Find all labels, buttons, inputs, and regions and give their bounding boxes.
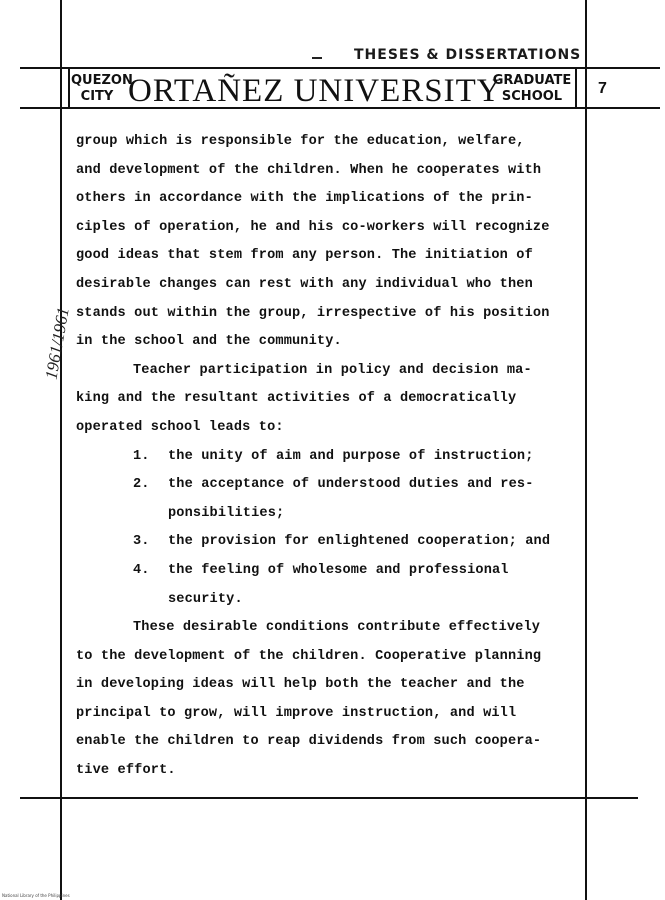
text-line: and development of the children. When he cooperates with [76,162,542,178]
list-item-continuation: security. [168,591,243,607]
text-line: to the development of the children. Cooperative planning [76,648,542,664]
list-item [76,443,576,472]
text-line: principal to grow, will improve instruction, and will [76,705,517,721]
text-line: stands out within the group, irrespective of his position [76,305,550,321]
paragraph-1 [76,128,576,357]
paragraph-3 [76,614,576,786]
text-line: in developing ideas will help both the teacher and the [76,677,525,693]
numbered-list [76,443,576,615]
university-name: ORTAÑEZ UNIVERSITY [128,73,502,109]
text-line: in the school and the community. [76,334,342,350]
header-box-left [68,67,70,109]
list-text: the provision for enlightened cooperation; and [168,534,551,550]
list-item [76,557,576,586]
list-item [76,471,576,500]
text-line: desirable changes can rest with any individual who then [76,276,533,292]
text-line: enable the children to reap dividends from such coopera- [76,734,542,750]
text-line: king and the resultant activities of a democratically [76,391,517,407]
stamp-dash [312,57,322,59]
header-box-right [575,67,577,109]
graduate-school-label [492,73,572,105]
paragraph-2 [76,357,576,443]
text-line: others in accordance with the implications of the prin- [76,191,533,207]
right-margin-rule [585,0,587,900]
list-number: 3. [133,534,150,550]
list-number: 2. [133,477,150,493]
list-number: 4. [133,562,150,578]
city-line-1: QUEZON [71,73,133,88]
text-line: Teacher participation in policy and decision ma- [133,362,532,378]
page-number: 7 [598,80,607,97]
text-line: good ideas that stem from any person. The initiation of [76,248,533,264]
library-footer: National Library of the Philippines [2,893,70,898]
list-item-continuation: ponsibilities; [168,505,285,521]
list-text: the feeling of wholesome and professional [168,562,509,578]
handwritten-margin-note: 1961/1961 [41,305,73,381]
list-item [76,528,576,557]
text-line: These desirable conditions contribute effectively [133,620,541,636]
theses-stamp: THESES & DISSERTATIONS [354,47,582,63]
list-text: the unity of aim and purpose of instruction; [168,448,534,464]
school-line-1: GRADUATE [492,73,572,88]
city-label [71,73,133,105]
left-margin-rule [60,0,62,900]
footer-rule [20,797,638,799]
header-top-rule [20,67,660,69]
text-line: tive effort. [76,763,176,779]
city-line-2: CITY [80,89,114,104]
page-body [76,128,576,786]
school-line-2: SCHOOL [501,89,563,104]
text-line: ciples of operation, he and his co-workers will recognize [76,219,550,235]
text-line: operated school leads to: [76,419,284,435]
text-line: group which is responsible for the education, welfare, [76,134,525,149]
list-text: the acceptance of understood duties and res- [168,477,534,493]
list-number: 1. [133,448,150,464]
